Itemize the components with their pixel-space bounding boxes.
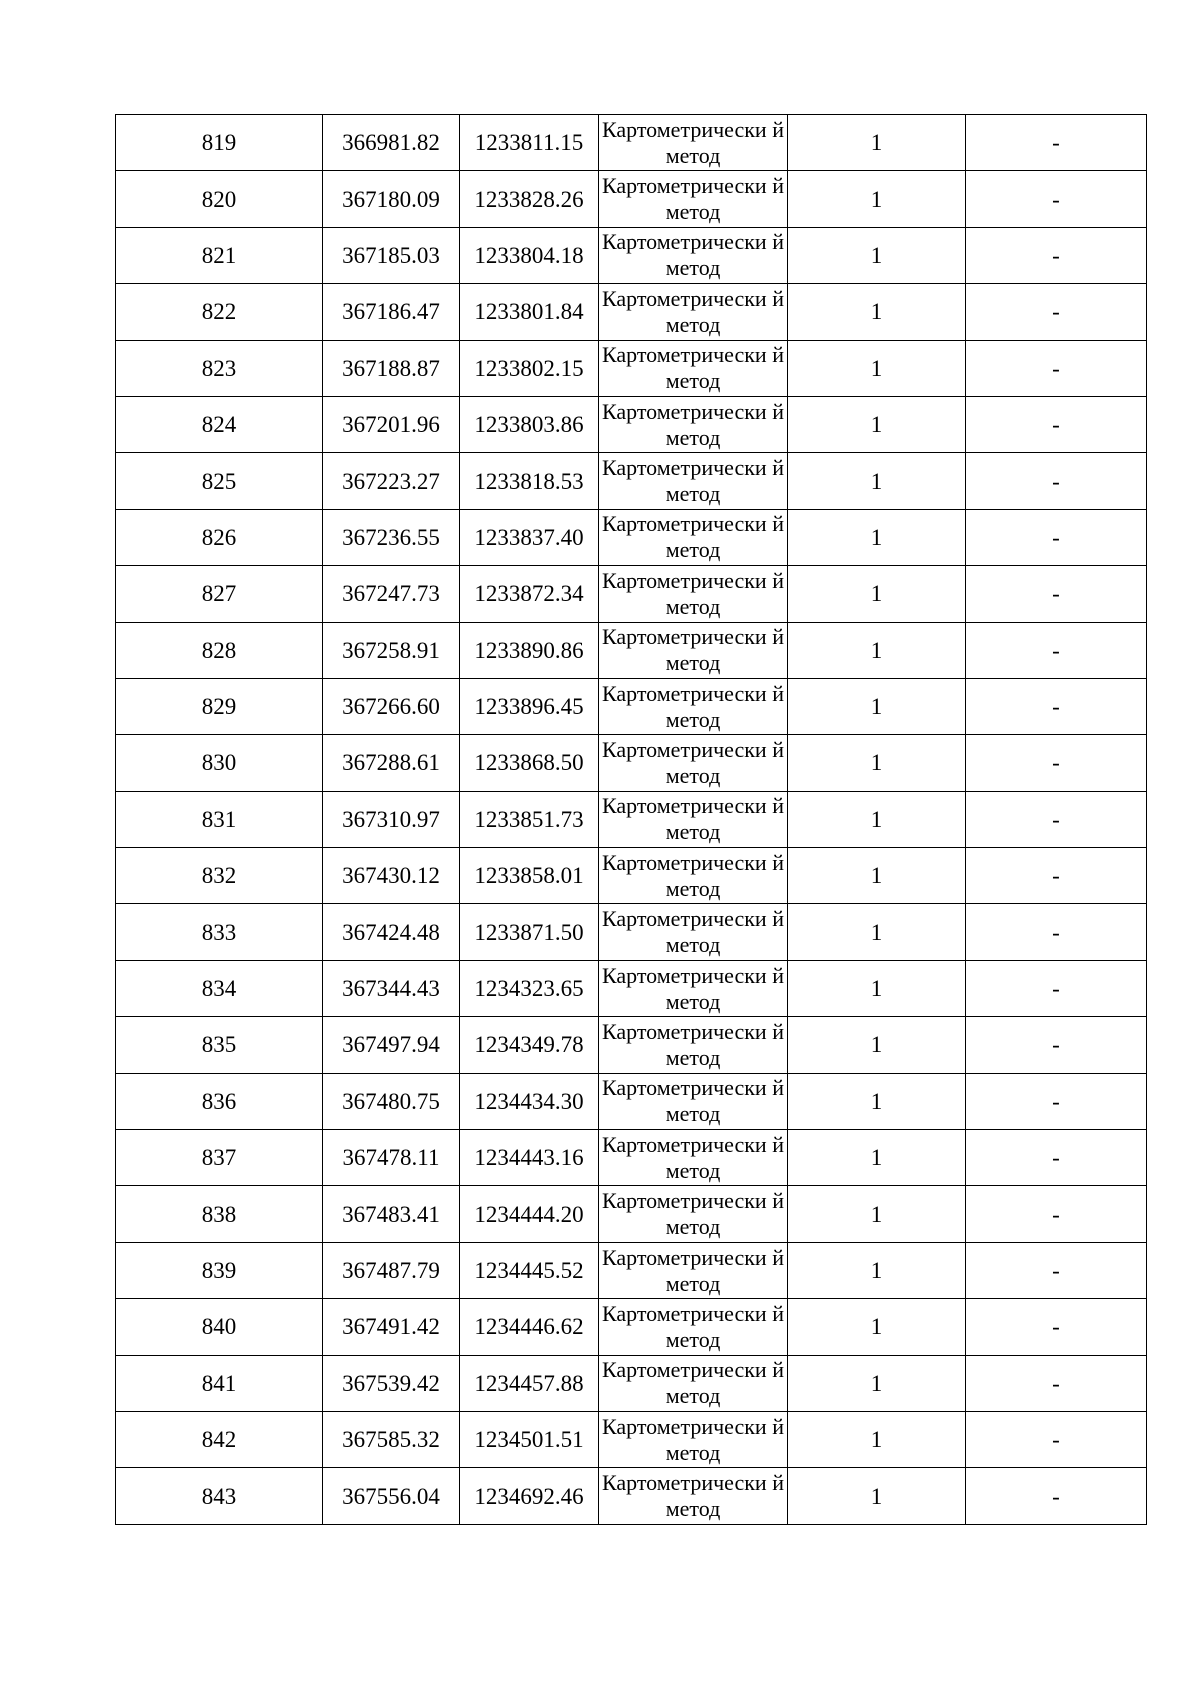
y-coordinate-cell: 1233828.26 <box>460 171 599 227</box>
accuracy-cell: 1 <box>788 1017 966 1073</box>
point-number-cell: 835 <box>116 1017 323 1073</box>
y-coordinate-cell: 1233872.34 <box>460 566 599 622</box>
table-row <box>116 1186 1147 1242</box>
point-number-cell: 821 <box>116 227 323 283</box>
point-number-cell: 824 <box>116 396 323 452</box>
y-coordinate-cell: 1234323.65 <box>460 960 599 1016</box>
x-coordinate-cell: 367288.61 <box>323 735 460 791</box>
x-coordinate-cell: 367539.42 <box>323 1355 460 1411</box>
table-row <box>116 1073 1147 1129</box>
table-row <box>116 848 1147 904</box>
method-cell: Картометрически й метод <box>599 453 788 509</box>
x-coordinate-cell: 367556.04 <box>323 1468 460 1524</box>
accuracy-cell: 1 <box>788 1242 966 1298</box>
method-cell: Картометрически й метод <box>599 735 788 791</box>
method-cell: Картометрически й метод <box>599 791 788 847</box>
y-coordinate-cell: 1233804.18 <box>460 227 599 283</box>
table-row <box>116 171 1147 227</box>
x-coordinate-cell: 367480.75 <box>323 1073 460 1129</box>
accuracy-cell: 1 <box>788 1468 966 1524</box>
table-row <box>116 227 1147 283</box>
x-coordinate-cell: 367180.09 <box>323 171 460 227</box>
x-coordinate-cell: 367424.48 <box>323 904 460 960</box>
method-cell: Картометрически й метод <box>599 1130 788 1186</box>
accuracy-cell: 1 <box>788 509 966 565</box>
accuracy-cell: 1 <box>788 848 966 904</box>
note-cell: - <box>966 848 1147 904</box>
point-number-cell: 820 <box>116 171 323 227</box>
point-number-cell: 827 <box>116 566 323 622</box>
point-number-cell: 837 <box>116 1130 323 1186</box>
point-number-cell: 830 <box>116 735 323 791</box>
point-number-cell: 838 <box>116 1186 323 1242</box>
method-cell: Картометрически й метод <box>599 678 788 734</box>
method-cell: Картометрически й метод <box>599 1017 788 1073</box>
x-coordinate-cell: 367247.73 <box>323 566 460 622</box>
note-cell: - <box>966 960 1147 1016</box>
method-cell: Картометрически й метод <box>599 848 788 904</box>
table-row <box>116 1017 1147 1073</box>
table-row <box>116 904 1147 960</box>
point-number-cell: 829 <box>116 678 323 734</box>
method-cell: Картометрически й метод <box>599 1411 788 1467</box>
point-number-cell: 840 <box>116 1299 323 1355</box>
note-cell: - <box>966 904 1147 960</box>
note-cell: - <box>966 509 1147 565</box>
method-cell: Картометрически й метод <box>599 227 788 283</box>
accuracy-cell: 1 <box>788 622 966 678</box>
y-coordinate-cell: 1233858.01 <box>460 848 599 904</box>
point-number-cell: 823 <box>116 340 323 396</box>
x-coordinate-cell: 367310.97 <box>323 791 460 847</box>
accuracy-cell: 1 <box>788 735 966 791</box>
accuracy-cell: 1 <box>788 453 966 509</box>
table-row <box>116 396 1147 452</box>
y-coordinate-cell: 1233802.15 <box>460 340 599 396</box>
note-cell: - <box>966 622 1147 678</box>
table-row <box>116 1468 1147 1524</box>
method-cell: Картометрически й метод <box>599 904 788 960</box>
method-cell: Картометрически й метод <box>599 396 788 452</box>
y-coordinate-cell: 1233851.73 <box>460 791 599 847</box>
point-number-cell: 828 <box>116 622 323 678</box>
note-cell: - <box>966 1242 1147 1298</box>
x-coordinate-cell: 367487.79 <box>323 1242 460 1298</box>
note-cell: - <box>966 1017 1147 1073</box>
note-cell: - <box>966 227 1147 283</box>
point-number-cell: 819 <box>116 115 323 171</box>
method-cell: Картометрически й метод <box>599 1468 788 1524</box>
accuracy-cell: 1 <box>788 1130 966 1186</box>
table-row <box>116 1411 1147 1467</box>
y-coordinate-cell: 1233896.45 <box>460 678 599 734</box>
x-coordinate-cell: 367236.55 <box>323 509 460 565</box>
note-cell: - <box>966 1073 1147 1129</box>
method-cell: Картометрически й метод <box>599 171 788 227</box>
y-coordinate-cell: 1233837.40 <box>460 509 599 565</box>
point-number-cell: 831 <box>116 791 323 847</box>
point-number-cell: 822 <box>116 284 323 340</box>
accuracy-cell: 1 <box>788 904 966 960</box>
note-cell: - <box>966 678 1147 734</box>
x-coordinate-cell: 367185.03 <box>323 227 460 283</box>
note-cell: - <box>966 791 1147 847</box>
note-cell: - <box>966 735 1147 791</box>
accuracy-cell: 1 <box>788 227 966 283</box>
table-row <box>116 115 1147 171</box>
table-row <box>116 1130 1147 1186</box>
x-coordinate-cell: 367497.94 <box>323 1017 460 1073</box>
table-row <box>116 622 1147 678</box>
point-number-cell: 834 <box>116 960 323 1016</box>
x-coordinate-cell: 366981.82 <box>323 115 460 171</box>
table-row <box>116 1299 1147 1355</box>
accuracy-cell: 1 <box>788 1186 966 1242</box>
x-coordinate-cell: 367478.11 <box>323 1130 460 1186</box>
method-cell: Картометрически й метод <box>599 566 788 622</box>
x-coordinate-cell: 367491.42 <box>323 1299 460 1355</box>
note-cell: - <box>966 1355 1147 1411</box>
point-number-cell: 842 <box>116 1411 323 1467</box>
y-coordinate-cell: 1234457.88 <box>460 1355 599 1411</box>
note-cell: - <box>966 1411 1147 1467</box>
y-coordinate-cell: 1234434.30 <box>460 1073 599 1129</box>
y-coordinate-cell: 1234444.20 <box>460 1186 599 1242</box>
note-cell: - <box>966 284 1147 340</box>
x-coordinate-cell: 367223.27 <box>323 453 460 509</box>
method-cell: Картометрически й метод <box>599 1299 788 1355</box>
y-coordinate-cell: 1234692.46 <box>460 1468 599 1524</box>
method-cell: Картометрически й метод <box>599 1242 788 1298</box>
method-cell: Картометрически й метод <box>599 340 788 396</box>
y-coordinate-cell: 1234445.52 <box>460 1242 599 1298</box>
x-coordinate-cell: 367344.43 <box>323 960 460 1016</box>
accuracy-cell: 1 <box>788 171 966 227</box>
x-coordinate-cell: 367266.60 <box>323 678 460 734</box>
coordinates-table-body <box>116 115 1147 1525</box>
x-coordinate-cell: 367483.41 <box>323 1186 460 1242</box>
table-row <box>116 284 1147 340</box>
x-coordinate-cell: 367186.47 <box>323 284 460 340</box>
y-coordinate-cell: 1234446.62 <box>460 1299 599 1355</box>
accuracy-cell: 1 <box>788 1411 966 1467</box>
table-row <box>116 509 1147 565</box>
point-number-cell: 836 <box>116 1073 323 1129</box>
y-coordinate-cell: 1233801.84 <box>460 284 599 340</box>
point-number-cell: 839 <box>116 1242 323 1298</box>
accuracy-cell: 1 <box>788 396 966 452</box>
method-cell: Картометрически й метод <box>599 622 788 678</box>
point-number-cell: 826 <box>116 509 323 565</box>
note-cell: - <box>966 396 1147 452</box>
point-number-cell: 832 <box>116 848 323 904</box>
note-cell: - <box>966 566 1147 622</box>
method-cell: Картометрически й метод <box>599 1186 788 1242</box>
accuracy-cell: 1 <box>788 284 966 340</box>
table-row <box>116 1355 1147 1411</box>
note-cell: - <box>966 453 1147 509</box>
y-coordinate-cell: 1233818.53 <box>460 453 599 509</box>
x-coordinate-cell: 367585.32 <box>323 1411 460 1467</box>
table-row <box>116 791 1147 847</box>
table-row <box>116 735 1147 791</box>
x-coordinate-cell: 367258.91 <box>323 622 460 678</box>
method-cell: Картометрически й метод <box>599 115 788 171</box>
y-coordinate-cell: 1233803.86 <box>460 396 599 452</box>
y-coordinate-cell: 1233811.15 <box>460 115 599 171</box>
accuracy-cell: 1 <box>788 960 966 1016</box>
coordinates-table <box>115 114 1147 1525</box>
method-cell: Картометрически й метод <box>599 509 788 565</box>
note-cell: - <box>966 340 1147 396</box>
accuracy-cell: 1 <box>788 791 966 847</box>
method-cell: Картометрически й метод <box>599 1073 788 1129</box>
accuracy-cell: 1 <box>788 340 966 396</box>
accuracy-cell: 1 <box>788 1073 966 1129</box>
table-row <box>116 678 1147 734</box>
x-coordinate-cell: 367188.87 <box>323 340 460 396</box>
method-cell: Картометрически й метод <box>599 284 788 340</box>
note-cell: - <box>966 1186 1147 1242</box>
accuracy-cell: 1 <box>788 1299 966 1355</box>
table-row <box>116 566 1147 622</box>
point-number-cell: 825 <box>116 453 323 509</box>
y-coordinate-cell: 1234349.78 <box>460 1017 599 1073</box>
note-cell: - <box>966 115 1147 171</box>
table-row <box>116 1242 1147 1298</box>
y-coordinate-cell: 1233890.86 <box>460 622 599 678</box>
point-number-cell: 843 <box>116 1468 323 1524</box>
point-number-cell: 833 <box>116 904 323 960</box>
point-number-cell: 841 <box>116 1355 323 1411</box>
table-row <box>116 340 1147 396</box>
x-coordinate-cell: 367430.12 <box>323 848 460 904</box>
y-coordinate-cell: 1233871.50 <box>460 904 599 960</box>
y-coordinate-cell: 1234443.16 <box>460 1130 599 1186</box>
table-row <box>116 453 1147 509</box>
method-cell: Картометрически й метод <box>599 960 788 1016</box>
y-coordinate-cell: 1233868.50 <box>460 735 599 791</box>
accuracy-cell: 1 <box>788 1355 966 1411</box>
table-row <box>116 960 1147 1016</box>
y-coordinate-cell: 1234501.51 <box>460 1411 599 1467</box>
accuracy-cell: 1 <box>788 566 966 622</box>
note-cell: - <box>966 1130 1147 1186</box>
method-cell: Картометрически й метод <box>599 1355 788 1411</box>
note-cell: - <box>966 171 1147 227</box>
accuracy-cell: 1 <box>788 678 966 734</box>
accuracy-cell: 1 <box>788 115 966 171</box>
note-cell: - <box>966 1468 1147 1524</box>
note-cell: - <box>966 1299 1147 1355</box>
x-coordinate-cell: 367201.96 <box>323 396 460 452</box>
